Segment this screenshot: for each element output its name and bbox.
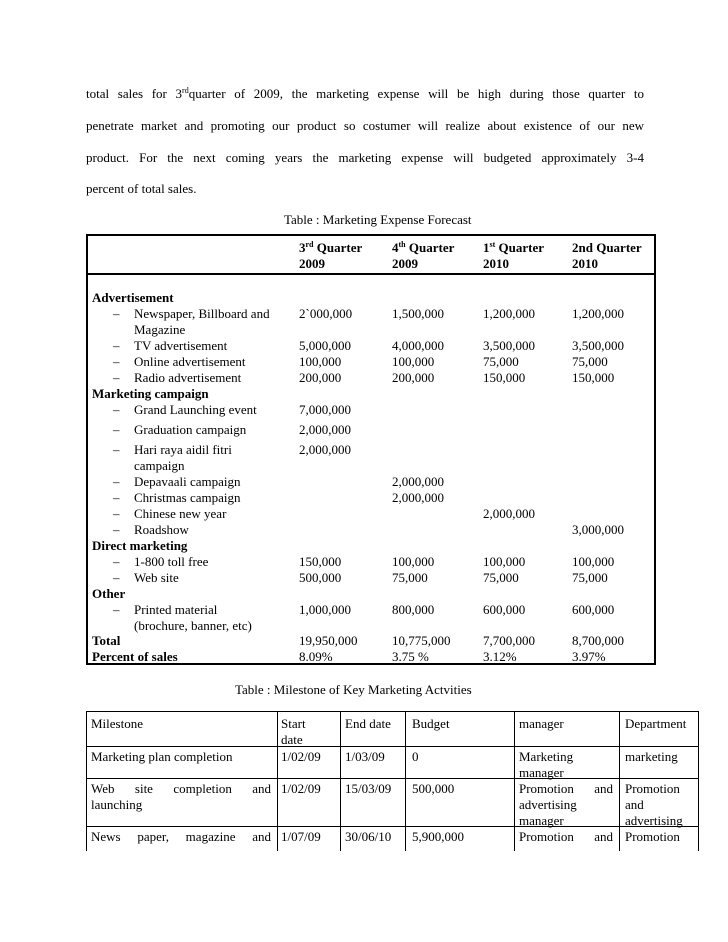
row-label: Newspaper, Billboard and Magazine: [134, 306, 270, 337]
row-label: TV advertisement: [134, 338, 228, 353]
bullet-dash: –: [113, 422, 120, 437]
manager-cell: Marketing manager: [519, 749, 574, 780]
cell-value: 600,000: [572, 602, 615, 617]
row-label: Christmas campaign: [134, 490, 241, 505]
cell-value: 1,200,000: [572, 306, 624, 321]
row-label: Online advertisement: [134, 354, 246, 369]
table1-caption: Table : Marketing Expense Forecast: [284, 212, 472, 227]
start-date-cell: 1/02/09: [281, 781, 321, 796]
cell-value: 3,000,000: [572, 522, 624, 537]
start-date-cell: 1/02/09: [281, 749, 321, 764]
cell-value: 2,000,000: [392, 474, 444, 489]
header-department: Department: [625, 716, 687, 731]
table2-caption: Table : Milestone of Key Marketing Actvities: [235, 682, 472, 697]
bullet-dash: –: [113, 338, 120, 353]
cell-value: 3,500,000: [572, 338, 624, 353]
milestone-cell: Web site completion and: [91, 781, 271, 796]
cell-value: 2,000,000: [392, 490, 444, 505]
bullet-dash: –: [113, 402, 120, 417]
department-cell: Promotion: [625, 781, 680, 796]
paragraph-line-2: penetrate market and promoting our product so costumer will realize about existence of our new: [86, 118, 644, 133]
manager-cell-cont: advertising: [519, 797, 577, 812]
marketing-expense-table: [86, 234, 656, 665]
total-value: 8,700,000: [572, 633, 624, 648]
header-milestone: Milestone: [91, 716, 143, 731]
header-q2-2010: 2nd Quarter 2010: [572, 240, 642, 271]
end-date-cell: 15/03/09: [345, 781, 392, 796]
column-divider: [405, 712, 406, 851]
header-manager: manager: [519, 716, 564, 731]
row-label: Grand Launching event: [134, 402, 257, 417]
section-marketing-campaign: Marketing campaign: [92, 386, 209, 401]
department-cell-cont: advertising: [625, 813, 683, 828]
cell-value: 500,000: [299, 570, 342, 585]
row-label: Printed material (brochure, banner, etc): [134, 602, 252, 633]
cell-value: 150,000: [483, 370, 526, 385]
budget-cell: 0: [412, 749, 419, 764]
header-q1-2010: 1st Quarter 2010: [483, 240, 545, 271]
cell-value: 100,000: [483, 554, 526, 569]
cell-value: 800,000: [392, 602, 435, 617]
section-advertisement: Advertisement: [92, 290, 174, 305]
milestone-cell-cont: launching: [91, 797, 143, 812]
cell-value: 100,000: [572, 554, 615, 569]
paragraph-line-4: percent of total sales.: [86, 181, 197, 196]
section-other: Other: [92, 586, 126, 601]
bullet-dash: –: [113, 370, 120, 385]
end-date-cell: 30/06/10: [345, 829, 392, 844]
percent-value: 3.97%: [572, 649, 606, 664]
total-value: 7,700,000: [483, 633, 535, 648]
bullet-dash: –: [113, 570, 120, 585]
paragraph-line-3: product. For the next coming years the marketing expense will budgeted approximately 3-4: [86, 150, 644, 165]
column-divider: [277, 712, 278, 851]
header-budget: Budget: [412, 716, 450, 731]
bullet-dash: –: [113, 490, 120, 505]
cell-value: 7,000,000: [299, 402, 351, 417]
cell-value: 150,000: [299, 554, 342, 569]
department-cell: Promotion: [625, 829, 680, 844]
bullet-dash: –: [113, 474, 120, 489]
start-date-cell: 1/07/09: [281, 829, 321, 844]
bullet-dash: –: [113, 554, 120, 569]
percent-value: 3.12%: [483, 649, 517, 664]
section-direct-marketing: Direct marketing: [92, 538, 188, 553]
row-label: Radio advertisement: [134, 370, 242, 385]
bullet-dash: –: [113, 506, 120, 521]
bullet-dash: –: [113, 602, 120, 617]
manager-cell: Promotion and: [519, 829, 613, 844]
cell-value: 1,000,000: [299, 602, 351, 617]
total-value: 19,950,000: [299, 633, 358, 648]
cell-value: 5,000,000: [299, 338, 351, 353]
row-divider: [87, 826, 698, 827]
bullet-dash: –: [113, 306, 120, 321]
row-label: Roadshow: [134, 522, 189, 537]
cell-value: 100,000: [392, 554, 435, 569]
manager-cell-cont: manager: [519, 813, 564, 828]
budget-cell: 5,900,000: [412, 829, 464, 844]
department-cell-cont: and: [625, 797, 644, 812]
header-q4-2009: 4th Quarter 2009: [392, 240, 455, 271]
cell-value: 75,000: [483, 354, 519, 369]
cell-value: 200,000: [392, 370, 435, 385]
header-start-date: Start date: [281, 716, 306, 747]
cell-value: 75,000: [572, 570, 608, 585]
cell-value: 200,000: [299, 370, 342, 385]
paragraph-line-1: total sales for 3rdquarter of 2009, the marketing expense will be high during those quarter to: [86, 86, 644, 101]
percent-value: 8.09%: [299, 649, 333, 664]
cell-value: 1,500,000: [392, 306, 444, 321]
milestone-cell: Marketing plan completion: [91, 749, 233, 764]
department-cell: marketing: [625, 749, 678, 764]
total-value: 10,775,000: [392, 633, 451, 648]
cell-value: 75,000: [392, 570, 428, 585]
cell-value: 2,000,000: [483, 506, 535, 521]
header-end-date: End date: [345, 716, 391, 731]
header-separator: [88, 273, 654, 275]
end-date-cell: 1/03/09: [345, 749, 385, 764]
column-divider: [619, 712, 620, 851]
manager-cell: Promotion and: [519, 781, 613, 796]
cell-value: 600,000: [483, 602, 526, 617]
cell-value: 150,000: [572, 370, 615, 385]
cell-value: 2`000,000: [299, 306, 353, 321]
column-divider: [514, 712, 515, 851]
cell-value: 3,500,000: [483, 338, 535, 353]
row-label: Graduation campaign: [134, 422, 247, 437]
row-label: Web site: [134, 570, 179, 585]
cell-value: 75,000: [483, 570, 519, 585]
row-divider: [87, 746, 698, 747]
percent-label: Percent of sales: [92, 649, 178, 664]
milestone-cell: News paper, magazine and: [91, 829, 271, 844]
milestone-table: [86, 711, 699, 851]
row-label: 1-800 toll free: [134, 554, 209, 569]
bullet-dash: –: [113, 442, 120, 457]
cell-value: 2,000,000: [299, 422, 351, 437]
percent-value: 3.75 %: [392, 649, 429, 664]
column-divider: [340, 712, 341, 851]
bullet-dash: –: [113, 354, 120, 369]
cell-value: 75,000: [572, 354, 608, 369]
cell-value: 1,200,000: [483, 306, 535, 321]
cell-value: 100,000: [299, 354, 342, 369]
row-label: Chinese new year: [134, 506, 227, 521]
row-label: Depavaali campaign: [134, 474, 241, 489]
cell-value: 2,000,000: [299, 442, 351, 457]
cell-value: 100,000: [392, 354, 435, 369]
total-label: Total: [92, 633, 121, 648]
row-label: Hari raya aidil fitri campaign: [134, 442, 232, 473]
cell-value: 4,000,000: [392, 338, 444, 353]
row-divider: [87, 778, 698, 779]
budget-cell: 500,000: [412, 781, 455, 796]
header-q3-2009: 3rd Quarter 2009: [299, 240, 363, 271]
bullet-dash: –: [113, 522, 120, 537]
